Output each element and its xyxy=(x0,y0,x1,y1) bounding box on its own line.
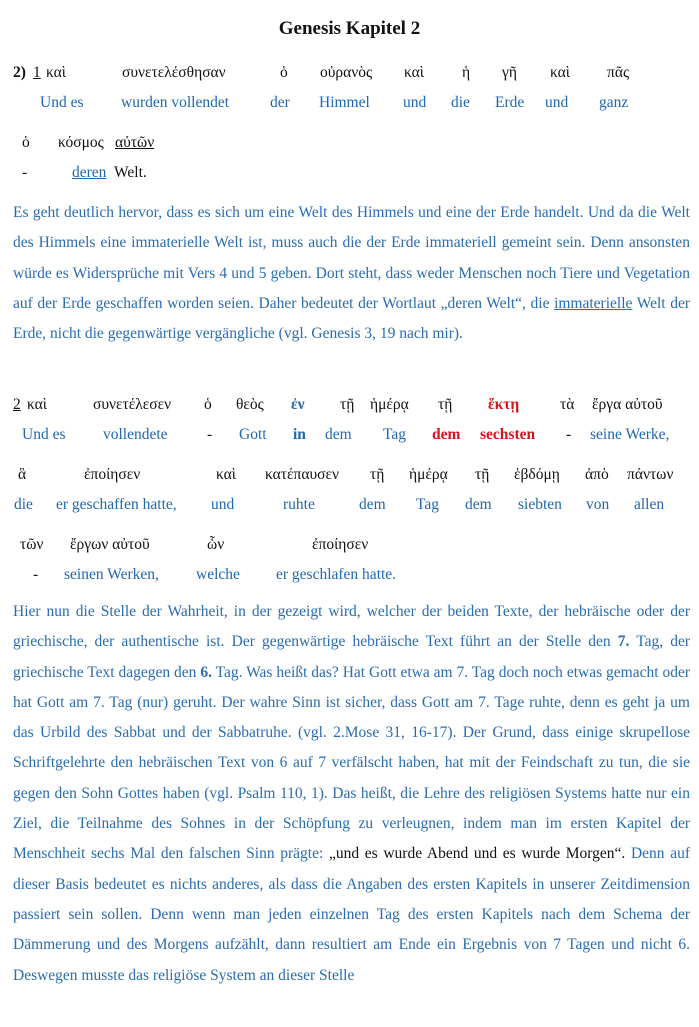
german-word: dem xyxy=(359,496,386,513)
german-word: ganz xyxy=(599,94,629,111)
german-word: allen xyxy=(634,496,665,513)
greek-word: τῇ xyxy=(475,466,490,483)
german-word: und xyxy=(211,496,235,513)
german-word: welche xyxy=(196,566,240,583)
commentary-paragraph xyxy=(13,597,690,991)
german-word: von xyxy=(586,496,610,513)
paragraph-text: Hier nun die Stelle der Wahrheit, in der gezeigt wird, welcher der beiden Texte, der hebräische oder der griechische, der authentische ist. Der gegenwärtige hebräische Text führt an der Stelle den xyxy=(13,603,690,651)
quote-text: „und es wurde Abend und es wurde Morgen“. xyxy=(328,845,626,863)
german-word: Tag xyxy=(383,426,407,443)
german-word: Welt. xyxy=(114,164,147,181)
german-word: er geschlafen hatte. xyxy=(276,566,397,583)
paragraph-text: Tag, der griechische Text dagegen den xyxy=(13,633,690,681)
greek-word: ἑβδόμῃ xyxy=(514,466,560,483)
german-word: die xyxy=(451,94,470,111)
greek-word: ἔργων αὐτοῦ xyxy=(70,536,150,553)
german-word: und xyxy=(403,94,427,111)
greek-word: ἐποίησεν xyxy=(312,536,369,553)
german-word-highlight: in xyxy=(293,426,306,443)
german-word: Und es xyxy=(40,94,84,111)
greek-word: ὁ xyxy=(280,64,288,81)
verse-number: 1 xyxy=(33,64,41,81)
german-word: die xyxy=(14,496,33,513)
greek-word: οὐρανὸς xyxy=(320,64,373,81)
greek-word: ἀπὸ xyxy=(585,466,609,483)
german-word: Und es xyxy=(22,426,66,443)
greek-word-highlight: ἐν xyxy=(291,396,305,413)
commentary-paragraph xyxy=(13,198,690,349)
greek-word: τῇ xyxy=(340,396,355,413)
greek-word: ἃ xyxy=(18,466,27,483)
greek-word: τῇ xyxy=(370,466,385,483)
german-word: vollendete xyxy=(103,426,168,443)
greek-word: ὧν xyxy=(207,536,225,553)
greek-word: συνετελέσθησαν xyxy=(122,64,226,81)
german-word: dem xyxy=(325,426,352,443)
greek-word: καὶ xyxy=(27,396,47,413)
bold-number: 7. xyxy=(617,633,630,651)
german-word: er geschaffen hatte, xyxy=(56,496,177,513)
german-word: und xyxy=(545,94,569,111)
greek-word: ἡμέρᾳ xyxy=(370,396,409,413)
greek-word: ἐποίησεν xyxy=(84,466,141,483)
german-word: seinen Werken, xyxy=(64,566,159,583)
german-word: der xyxy=(270,94,290,111)
page-title: Genesis Kapitel 2 xyxy=(278,18,421,39)
greek-word: θεὸς xyxy=(236,396,264,413)
german-word: - xyxy=(33,566,39,583)
german-word: wurden vollendet xyxy=(121,94,230,111)
greek-word: συνετέλεσεν xyxy=(93,396,172,413)
paragraph-text: Welt der Erde, nicht die gegenwärtige vergängliche (vgl. Genesis 3, 19 nach mir). xyxy=(13,294,690,343)
greek-word: τὰ xyxy=(560,396,575,413)
german-word: - xyxy=(566,426,572,443)
greek-word: ὁ xyxy=(204,396,212,413)
greek-word: καὶ xyxy=(404,64,424,81)
german-word-highlight: sechsten xyxy=(480,426,536,443)
verse-number: 2 xyxy=(13,396,21,413)
greek-word: πᾶς xyxy=(607,64,630,81)
german-word: siebten xyxy=(518,496,562,513)
german-word: Erde xyxy=(495,94,525,111)
german-word: - xyxy=(207,426,213,443)
greek-word: καὶ xyxy=(550,64,570,81)
greek-word: γῆ xyxy=(502,64,517,81)
greek-word: κατέπαυσεν xyxy=(265,466,340,483)
greek-word: ἡμέρᾳ xyxy=(409,466,448,483)
greek-word: καὶ xyxy=(46,64,66,81)
german-word: ruhte xyxy=(283,496,315,513)
paragraph-text: Es geht deutlich hervor, dass es sich um eine Welt des Himmels und eine der Erde handelt. Und da die Welt des Himmels eine immaterielle Welt ist, muss auch die der Erde immateriell gemeint sein. Denn ansonsten würde es Widersprüche mit Vers 4 und 5 geben. Dort steht, dass weder Menschen noch Tiere und Vegetation auf der Erde geschaffen worden seien. Daher bedeutet der Wortlaut „deren Welt“, die xyxy=(13,204,690,312)
chapter-number: 2) xyxy=(13,64,26,81)
greek-word: ὁ xyxy=(22,134,30,151)
paragraph-text: Tag. Was heißt das? Hat Gott etwa am 7. Tag doch noch etwas gemacht oder hat Gott am 7. Tag (nur) geruht. Der wahre Sinn ist sicher, dass Gott am 7. Tage ruhte, denn es geht ja um das Urbild des Sabbat und der Sabbatruhe. (vgl. 2.Mose 31, 16-17). Der Grund, dass einige skrupellose Schriftgelehrte den hebräischen Text von 6 auf 7 verfälscht haben, hat mit der Feindschaft zu tun, die sie gegen den Sohn Gottes haben (vgl. Psalm 110, 1). Das heißt, die Lehre des religiösen Systems hatte nur ein Ziel, die Teilnahme des Sohnes in der Schöpfung zu verleugnen, indem man im ersten Kapitel der Menschheit sechs Mal den falschen Sinn prägte: xyxy=(13,663,691,863)
german-word: Gott xyxy=(239,426,267,443)
underlined-word: immaterielle xyxy=(554,294,633,312)
german-word: dem xyxy=(465,496,492,513)
greek-word: πάντων xyxy=(627,466,674,483)
greek-word: κόσμος xyxy=(58,134,104,151)
german-word: Tag xyxy=(416,496,440,513)
greek-word-highlight: ἕκτῃ xyxy=(488,396,520,413)
german-word: Himmel xyxy=(319,94,370,111)
greek-word: ἔργα αὐτοῦ xyxy=(592,396,663,413)
greek-word: τῶν xyxy=(20,536,44,553)
greek-word: καὶ xyxy=(216,466,236,483)
bold-number: 6. xyxy=(200,663,212,681)
german-word: - xyxy=(22,164,28,181)
paragraph-text: Denn auf dieser Basis bedeutet es nichts anderes, als dass die Angaben des ersten Kapitels in unserer Zeitdimension passiert sein sollen. Denn wenn man jeden einzelnen Tag des ersten Kapitels nach dem Schema der Dämmerung und des Morgens aufzählt, dann resultiert am Ende ein Ergebnis von 7 Tagen und nicht 6. Deswegen musste das religiöse System an dieser Stelle xyxy=(13,845,690,984)
german-word: deren xyxy=(72,164,107,181)
german-word: seine Werke, xyxy=(590,426,670,443)
greek-word: ἡ xyxy=(462,64,471,81)
greek-word: τῇ xyxy=(438,396,453,413)
greek-word: αὐτῶν xyxy=(115,134,155,151)
german-word-highlight: dem xyxy=(432,426,461,443)
